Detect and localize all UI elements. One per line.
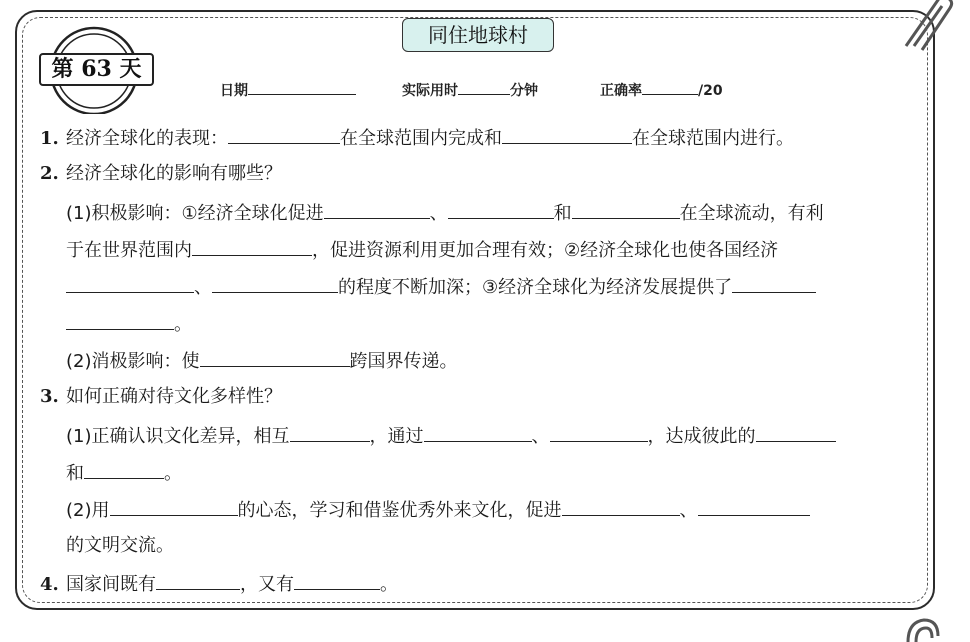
question-text: 、: [531, 426, 550, 447]
question-text: 和: [553, 203, 572, 224]
time-field: [402, 78, 538, 100]
question-3: [40, 383, 282, 411]
time-blank[interactable]: [458, 78, 510, 95]
question-3-line: [40, 532, 174, 560]
paperclip-icon: [898, 612, 948, 642]
answer-blank[interactable]: [84, 458, 164, 479]
accuracy-total: /20: [698, 83, 723, 99]
accuracy-label: 正确率: [600, 83, 642, 99]
answer-blank[interactable]: [228, 123, 340, 144]
question-2-line: [40, 272, 816, 300]
question-text: 在全球范围内进行。: [632, 128, 794, 149]
question-text: (2)消极影响：使: [66, 351, 200, 372]
question-text: ，促进资源利用更加合理有效；②经济全球化也使各国经济: [312, 240, 779, 261]
accuracy-blank[interactable]: [642, 78, 698, 95]
question-text: 和: [66, 463, 84, 484]
question-text: ，又有: [240, 574, 294, 595]
question-text: (1)正确认识文化差异，相互: [66, 426, 290, 447]
accuracy-field: [600, 78, 723, 100]
date-field: [220, 78, 356, 100]
answer-blank[interactable]: [448, 198, 554, 219]
answer-blank[interactable]: [424, 421, 532, 442]
question-text: ，达成彼此的: [647, 426, 756, 447]
question-number: 1.: [40, 128, 59, 149]
day-badge: [32, 24, 162, 114]
question-text: 。: [174, 314, 192, 335]
question-text: 国家间既有: [66, 574, 156, 595]
date-label: 日期: [220, 83, 248, 99]
question-text: 经济全球化的表现：: [66, 128, 228, 149]
question-text: ，通过: [369, 426, 424, 447]
page-title: 同住地球村: [402, 18, 554, 52]
answer-blank[interactable]: [324, 198, 430, 219]
question-1: [40, 123, 794, 151]
answer-blank[interactable]: [756, 421, 836, 442]
answer-blank[interactable]: [110, 495, 238, 516]
time-label: 实际用时: [402, 83, 458, 99]
answer-blank[interactable]: [294, 569, 380, 590]
question-2: [40, 160, 282, 188]
question-text: (1)积极影响：①经济全球化促进: [66, 203, 324, 224]
answer-blank[interactable]: [550, 421, 648, 442]
answer-blank[interactable]: [66, 309, 174, 330]
question-text: 的心态，学习和借鉴优秀外来文化，促进: [237, 500, 562, 521]
question-text: 的程度不断加深；③经济全球化为经济发展提供了: [338, 277, 733, 298]
question-number: 3.: [40, 386, 59, 407]
question-text: 的文明交流。: [66, 535, 174, 556]
question-text: 于在世界范围内: [66, 240, 192, 261]
question-2-line: [40, 346, 458, 374]
answer-blank[interactable]: [502, 123, 632, 144]
answer-blank[interactable]: [698, 495, 810, 516]
question-2-line: [40, 309, 192, 337]
paperclip-icon: [886, 0, 956, 54]
question-3-line: [40, 495, 810, 523]
answer-blank[interactable]: [562, 495, 680, 516]
question-text: 跨国界传递。: [349, 351, 458, 372]
question-text: 、: [194, 277, 212, 298]
question-number: 4.: [40, 574, 59, 595]
answer-blank[interactable]: [212, 272, 338, 293]
question-2-line: [40, 198, 824, 226]
question-text: 在全球流动，有利: [679, 203, 824, 224]
question-text: 如何正确对待文化多样性？: [66, 386, 282, 407]
question-text: 。: [380, 574, 398, 595]
time-unit: 分钟: [510, 83, 538, 99]
answer-blank[interactable]: [572, 198, 680, 219]
question-text: 在全球范围内完成和: [340, 128, 502, 149]
day-label: 第 63 天: [51, 56, 142, 82]
answer-blank[interactable]: [200, 346, 350, 367]
answer-blank[interactable]: [732, 272, 816, 293]
answer-blank[interactable]: [290, 421, 370, 442]
question-2-line: [40, 235, 778, 263]
question-text: 经济全球化的影响有哪些？: [66, 163, 282, 184]
question-4: [40, 569, 398, 597]
question-3-line: [40, 421, 836, 449]
date-blank[interactable]: [248, 78, 356, 95]
question-text: 。: [164, 463, 182, 484]
question-text: 、: [679, 500, 698, 521]
question-text: (2)用: [66, 500, 110, 521]
answer-blank[interactable]: [66, 272, 194, 293]
answer-blank[interactable]: [192, 235, 312, 256]
question-number: 2.: [40, 163, 59, 184]
question-3-line: [40, 458, 182, 486]
question-text: 、: [429, 203, 448, 224]
answer-blank[interactable]: [156, 569, 240, 590]
